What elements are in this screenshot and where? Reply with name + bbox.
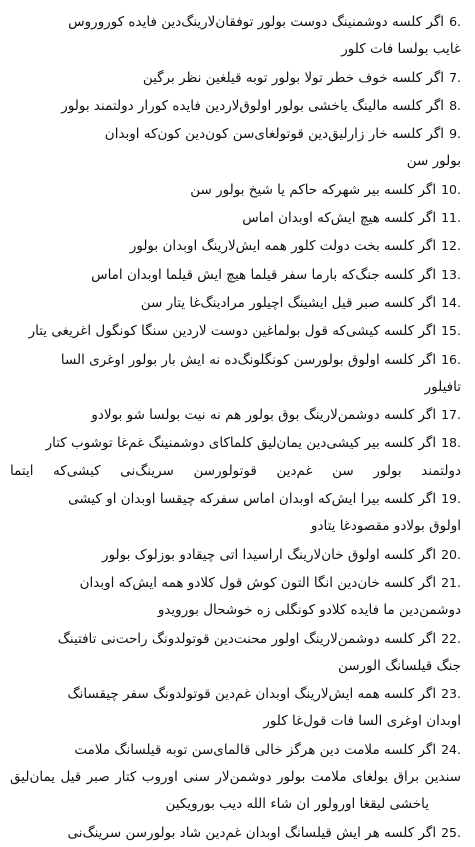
entry-text: اوبدان اوغری السا فات قول‌غا کلور <box>263 713 461 730</box>
entry-text: اگر کلسه دوشمن‌لارینگ اولور محنت‌دین قوتولدونگ راحت‌نی تافتینگ <box>57 630 437 647</box>
entry-number: 20. <box>441 546 461 562</box>
entry-text: اگر کلسه کیشی‌که قول بولماغین دوست لاردین سنگا کونگول اغریغی یتار <box>28 323 437 340</box>
entry-number: 8. <box>449 97 461 113</box>
entry-text: اگر کلسه دوشمن‌لارینگ بوق بولور هم نه نیت بولسا شو بولادو <box>91 407 437 424</box>
entry-text: اولوق بولادو مقصودغا یتادو <box>310 518 461 535</box>
entry-text: اگر کلسه هیچ ایش‌که اوبدان اماس <box>242 210 437 227</box>
entry-23 <box>10 680 461 708</box>
entry-text: سندین براق بولغای ملامت بولور دوشمن‌لار سنی اوروب کتار صبر قیل یمان‌لیق <box>10 769 461 786</box>
entry-number: 21. <box>441 574 461 590</box>
entry-number: 9. <box>449 126 461 142</box>
entry-number: 14. <box>441 294 461 310</box>
entry-continuation <box>10 597 461 624</box>
entry-17 <box>10 401 461 429</box>
entry-number: 25. <box>441 824 461 840</box>
entry-number: 24. <box>441 741 461 757</box>
entry-6 <box>10 8 461 36</box>
entry-19 <box>10 485 461 513</box>
entry-text: دولتمند بولور سن غم‌دین قوتولورسن سرینگ‌نی کیشی‌که ایتما <box>10 462 461 479</box>
entry-11 <box>10 204 461 232</box>
entry-text: دوشمن‌دین ما فایده کلادو کونگلی زه خوشحال بورویدو <box>157 602 461 619</box>
entry-number: 11. <box>441 210 461 226</box>
entry-text: تافیلور <box>424 378 461 395</box>
entry-number: 15. <box>441 323 461 339</box>
entry-13 <box>10 261 461 289</box>
entry-number: 12. <box>441 238 461 254</box>
entry-continuation <box>10 764 461 791</box>
entry-number: 16. <box>441 351 461 367</box>
entry-number: 23. <box>441 686 461 702</box>
entry-15 <box>10 317 461 345</box>
entry-14 <box>10 289 461 317</box>
entry-16 <box>10 346 461 374</box>
entry-text: غایب بولسا فات کلور <box>341 41 461 58</box>
entry-text: اگر کلسه همه ایش‌لارینگ اوبدان غم‌دین قوتولدونگ سفر چیقسانگ <box>67 686 437 703</box>
entry-number: 22. <box>441 630 461 646</box>
entry-20 <box>10 541 461 569</box>
entry-continuation <box>10 708 461 735</box>
entry-text: اگر کلسه خار زارلیق‌دین قوتولغای‌سن کون‌دین کون‌که اوبدان <box>104 126 445 143</box>
entry-7 <box>10 64 461 92</box>
entry-number: 19. <box>441 491 461 507</box>
entry-continuation <box>10 513 461 540</box>
entry-text: اگر کلسه ملامت دین هرگز خالی قالمای‌سن توبه قیلسانگ ملامت <box>74 741 437 758</box>
entry-text: اگر کلسه مالینگ یاخشی بولور اولوق‌لاردین فایده کورار دولتمند بولور <box>61 97 445 114</box>
entry-continuation <box>10 653 461 680</box>
entry-text: اگر کلسه بیرا ایش‌که اوبدان اماس سفرکه چیقسا اوبدان او کیشی <box>68 491 437 508</box>
entry-number: 13. <box>441 266 461 282</box>
entry-continuation <box>10 36 461 63</box>
entry-continuation <box>10 148 461 175</box>
entry-number: 7. <box>449 69 461 85</box>
entry-text: اگر کلسه خوف خطر تولا بولور توبه قیلغین نظر برگین <box>142 69 445 86</box>
entry-text: اگر کلسه بیر شهرکه حاکم یا شیخ بولور سن <box>190 181 437 198</box>
entry-9 <box>10 120 461 148</box>
entry-text: یاخشی لیقغا اورولور ان شاء الله دیب بورویکین <box>165 796 429 813</box>
entry-25 <box>10 819 461 847</box>
entry-continuation <box>10 791 461 818</box>
entry-24 <box>10 736 461 764</box>
entry-text: اگر کلسه صبر قیل ایشینگ اچیلور مرادینگ‌غا یتار سن <box>140 294 437 311</box>
entry-18 <box>10 429 461 457</box>
entry-text: اگر کلسه دوشمنینگ دوست بولور توفقان‌لارینگ‌دین فایده کوروروس <box>68 14 445 30</box>
entry-text: اگر کلسه بخت دولت کلور همه ایش‌لارینگ اوبدان بولور <box>129 238 437 255</box>
entry-8 <box>10 92 461 120</box>
entry-text: بولور سن <box>406 153 461 170</box>
entry-number: 6. <box>449 14 461 29</box>
entry-number: 17. <box>441 407 461 423</box>
entry-text: اگر کلسه هر ایش قیلسانگ اوبدان غم‌دین شاد بولورسن سرینگ‌نی <box>67 824 437 841</box>
entry-text: اگر کلسه اولوق بولورسن کونگلونگ‌ده نه ایش بار بولور اوغری السا <box>60 351 437 368</box>
entry-text: جنگ قیلسانگ الورسن <box>337 657 461 674</box>
entry-continuation <box>10 374 461 401</box>
entry-12 <box>10 232 461 260</box>
entry-21 <box>10 569 461 597</box>
entry-number: 10. <box>441 181 461 197</box>
entry-text: اگر کلسه خان‌دین انگا التون کوش قول کلادو همه ایش‌که اوبدان <box>79 574 437 591</box>
entry-continuation <box>10 458 461 485</box>
entry-10 <box>10 176 461 204</box>
entry-text: اگر کلسه جنگ‌که بارما سفر قیلما هیچ ایش قیلما اوبدان اماس <box>91 266 437 283</box>
entry-number: 18. <box>441 435 461 451</box>
entry-text: اگر کلسه بیر کیشی‌دین یمان‌لیق کلماکای دوشمنینگ غم‌غا توشوب کتار <box>45 435 437 452</box>
entry-22 <box>10 625 461 653</box>
entry-text: اگر کلسه اولوق خان‌لارینگ اراسیدا اتی چیقادو بوزلوک بولور <box>101 546 437 563</box>
